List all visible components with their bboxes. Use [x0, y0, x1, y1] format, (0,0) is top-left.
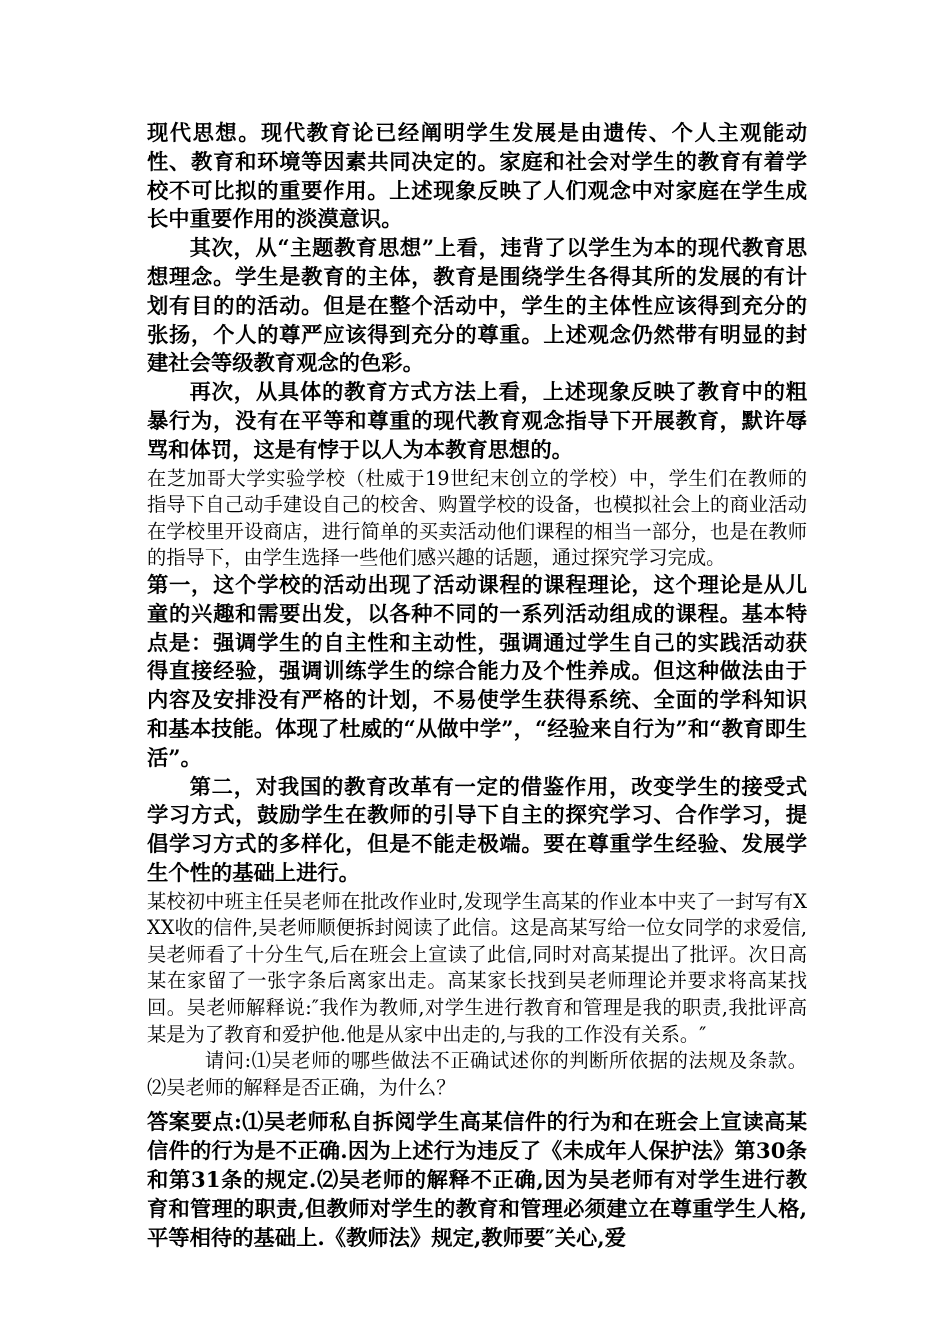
- paragraph-question: 请问:⑴吴老师的哪些做法不正确试述你的判断所依据的法规及条款。⑵吴老师的解释是否正确，为什么？: [147, 1049, 807, 1099]
- paragraph-third-point: 再次，从具体的教育方式方法上看，上述现象反映了教育中的粗暴行为，没有在平等和尊重的现代教育观念指导下开展教育，默许辱骂和体罚，这是有悖于以人为本教育思想的。: [147, 380, 807, 463]
- paragraph-chicago-case: 在芝加哥大学实验学校（杜威于19世纪末创立的学校）中，学生们在教师的指导下自己动手建设自己的校舍、购置学校的设备，也模拟社会上的商业活动在学校里开设商店，进行简单的买卖活动他们课程的相当一部分，也是在教师的指导下，由学生选择一些他们感兴趣的话题，通过探究学习完成。: [147, 466, 807, 570]
- paragraph-second-analysis: 第二，对我国的教育改革有一定的借鉴作用，改变学生的接受式学习方式，鼓励学生在教师的引导下自主的探究学习、合作学习，提倡学习方式的多样化，但是不能走极端。要在尊重学生经验、发展学生个性的基础上进行。: [147, 774, 807, 886]
- paragraph-family-education: 现代思想。现代教育论已经阐明学生发展是由遗传、个人主观能动性、教育和环境等因素共同决定的。家庭和社会对学生的教育有着学校不可比拟的重要作用。上述现象反映了人们观念中对家庭在学生成长中重要作用的淡漠意识。: [147, 121, 807, 233]
- paragraph-teacher-case: 某校初中班主任吴老师在批改作业时,发现学生高某的作业本中夹了一封写有XXX收的信件,吴老师顺便拆封阅读了此信。这是高某写给一位女同学的求爱信,吴老师看了十分生气,后在班会上宣读了此信,同时对高某提出了批评。次日高某在家留了一张字条后离家出走。高某家长找到吴老师理论并要求将高某找回。吴老师解释说:″我作为教师,对学生进行教育和管理是我的职责,我批评高某是为了教育和爱护他.他是从家中出走的,与我的工作没有关系。″: [147, 889, 807, 1046]
- document-body: [147, 120, 807, 1253]
- paragraph-second-point: 其次，从“主题教育思想”上看，违背了以学生为本的现代教育思想理念。学生是教育的主体，教育是围绕学生各得其所的发展的有计划有目的的活动。但是在整个活动中，学生的主体性应该得到充分的张扬，个人的尊严应该得到充分的尊重。上述观念仍然带有明显的封建社会等级教育观念的色彩。: [147, 236, 807, 377]
- paragraph-first-analysis: 第一，这个学校的活动出现了活动课程的课程理论，这个理论是从儿童的兴趣和需要出发，以各种不同的一系列活动组成的课程。基本特点是：强调学生的自主性和主动性，强调通过学生自己的实践活动获得直接经验，强调训练学生的综合能力及个性养成。但这种做法由于内容及安排没有严格的计划，不易使学生获得系统、全面的学科知识和基本技能。体现了杜威的“从做中学”，“经验来自行为”和“教育即生活”。: [147, 572, 807, 771]
- paragraph-answer-points: 答案要点:⑴吴老师私自拆阅学生高某信件的行为和在班会上宣读高某信件的行为是不正确.因为上述行为违反了《未成年人保护法》第30条和第31条的规定.⑵吴老师的解释不正确,因为吴老师有对学生进行教育和管理的职责,但教师对学生的教育和管理必须建立在尊重学生人格,平等相待的基础上.《教师法》规定,教师要″关心,爱: [147, 1110, 807, 1251]
